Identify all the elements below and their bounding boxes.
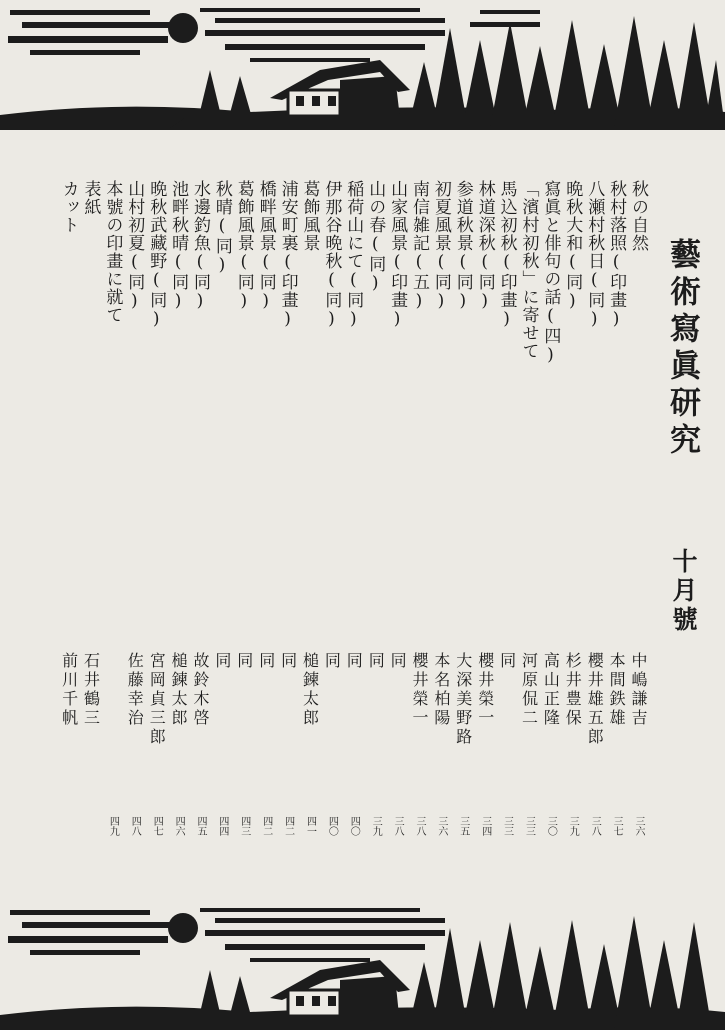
toc-entry-author: 同 (388, 652, 408, 671)
toc-entry-title: 稲荷山にて(同) (343, 180, 364, 330)
toc-entry-title: 池畔秋晴(同) (168, 180, 189, 312)
toc-entry (495, 180, 519, 860)
woodcut-banner-top (0, 0, 725, 130)
toc-entry-title: 晩秋大和(同) (562, 180, 583, 312)
toc-entry-page: 三三 (523, 816, 535, 836)
toc-entry-page: 四五 (195, 816, 206, 836)
toc-entry-author: 杉井豊保 (563, 652, 583, 728)
toc-entry-title: 秋の自然 (628, 180, 648, 252)
toc-entry-title: 「濱村初秋」に寄せて (518, 180, 539, 360)
toc-entry (166, 180, 190, 860)
toc-entry-page: 三六 (633, 816, 644, 836)
toc-entry-title: 林道深秋(同) (474, 180, 495, 312)
toc-entry-author: 中嶋謙吉 (629, 652, 648, 728)
toc-entry (473, 180, 497, 860)
toc-entry (122, 180, 146, 860)
toc-entry-author: 佐藤幸治 (125, 652, 145, 728)
toc-entry-title: 馬込初秋(印畫) (496, 180, 517, 330)
toc-entry-author: 前川千帆 (59, 652, 79, 728)
toc-entry-page: 三五 (457, 816, 469, 836)
toc-entry-title: 秋村落照(印畫) (606, 180, 627, 330)
toc-entry-page: 四二 (260, 816, 272, 836)
toc-entry-title: 浦安町裏(印畫) (277, 180, 298, 330)
toc-entry-author (100, 652, 124, 812)
toc-entry (451, 180, 475, 860)
toc-entry-page: 四三 (238, 816, 250, 836)
woodcut-sky-lines (8, 908, 445, 962)
toc-entry-page: 三三 (501, 816, 513, 836)
toc-entry-author: 同 (497, 652, 517, 671)
toc-entry (57, 180, 81, 860)
toc-entry-page: 四二 (282, 816, 294, 836)
toc-entry-author: 槌鍊太郎 (169, 652, 189, 728)
toc-entry-author: 同 (344, 652, 364, 671)
toc-entry-author: 故鈴木啓 (191, 652, 210, 728)
toc-entry-page: 四七 (151, 816, 163, 836)
toc-entry-title: 南信雑記(五) (409, 180, 429, 312)
toc-entry-page: 三九 (567, 816, 579, 836)
toc-entry-page: 四六 (173, 816, 185, 836)
toc-entry (604, 180, 628, 860)
toc-entry-title: 晩秋武藏野(同) (146, 180, 167, 330)
toc-entry-page: 三四 (479, 816, 491, 836)
woodcut-sun (168, 913, 198, 943)
toc-entry-page: 三七 (611, 816, 623, 836)
toc-entry-title: 秋晴(同) (211, 180, 232, 276)
toc-entry (79, 180, 103, 860)
toc-entry (319, 180, 343, 860)
toc-entry-page: 四九 (107, 816, 119, 836)
woodcut-banner-bottom (0, 900, 725, 1030)
toc-entry-page: 四一 (304, 816, 316, 836)
toc-entry (100, 180, 124, 860)
toc-entry (538, 180, 562, 860)
toc-entry-author: 同 (278, 652, 298, 671)
toc-entry-title: 初夏風景(同) (430, 180, 451, 312)
toc-entry-author: 石井鶴三 (81, 652, 101, 728)
toc-entry-title: 本號の印畫に就て (102, 180, 123, 324)
toc-entry-author: 同 (256, 652, 276, 671)
toc-entry-author: 河原侃二 (519, 652, 539, 728)
toc-entry-title: カット (58, 180, 79, 234)
toc-entry-title: 参道秋景(同) (452, 180, 473, 312)
toc-entry-title: 八瀬村秋日(同) (584, 180, 605, 330)
toc-entry-title: 葛飾風景 (299, 180, 320, 252)
toc-entry-page: 三八 (392, 816, 404, 836)
toc-entry-page: 四〇 (348, 816, 360, 836)
toc-entry (517, 180, 541, 860)
toc-entry-title: 表紙 (80, 180, 101, 216)
toc-entry-page: 三八 (414, 816, 425, 836)
toc-entry-title: 山家風景(印畫) (387, 180, 408, 330)
toc-entry-author: 大深美野路 (453, 652, 473, 747)
toc-entry-page: 三八 (589, 816, 601, 836)
toc-entry (276, 180, 300, 860)
woodcut-sun (168, 13, 198, 43)
toc-entry (144, 180, 168, 860)
toc-entry-author: 同 (366, 652, 386, 671)
toc-entry-page: 四八 (129, 816, 141, 836)
toc-entry-author: 櫻井榮一 (410, 652, 429, 728)
toc-entry-title: 葛飾風景(同) (233, 180, 254, 312)
issue-label: 十月號 (669, 548, 698, 635)
toc-entry-author: 櫻井雄五郎 (585, 652, 605, 747)
woodcut-house (270, 960, 410, 1025)
toc-entry (298, 180, 322, 860)
magazine-title: 藝術寫眞研究 (664, 238, 700, 460)
toc-entry (232, 180, 256, 860)
toc-entry-author: 櫻井榮一 (475, 652, 495, 728)
toc-entry-title: 山の春(同) (365, 180, 386, 294)
toc-entry-author: 高山正隆 (541, 652, 561, 728)
toc-entry-author: 本名柏陽 (431, 652, 451, 728)
toc-entry (626, 180, 650, 860)
toc-entry (560, 180, 584, 860)
toc-entry-title: 山村初夏(同) (124, 180, 145, 312)
toc-entry-author: 宮岡貞三郎 (147, 652, 167, 747)
toc-entry-title: 寫眞と俳句の話(四) (540, 180, 561, 366)
table-of-contents (40, 180, 650, 860)
toc-entry-page: 三九 (370, 816, 382, 836)
toc-entry-page: 四〇 (326, 816, 338, 836)
toc-entry-author: 同 (234, 652, 254, 671)
toc-entry (363, 180, 387, 860)
woodcut-sky-lines (8, 8, 540, 62)
toc-entry-title: 水邊釣魚(同) (190, 180, 210, 312)
toc-entry (429, 180, 453, 860)
toc-entry (188, 180, 212, 860)
toc-entry-title: 橋畔風景(同) (255, 180, 276, 312)
toc-entry-page: 三〇 (545, 816, 557, 836)
toc-entry (582, 180, 606, 860)
toc-entry-author: 本間鉄雄 (607, 652, 627, 728)
toc-entry (210, 180, 234, 860)
toc-entry-author: 同 (212, 652, 232, 671)
toc-entry-author: 同 (322, 652, 342, 671)
woodcut-house (270, 60, 410, 118)
toc-entry-page: 三六 (435, 816, 447, 836)
toc-entry-author: 槌鍊太郎 (300, 652, 320, 728)
toc-entry (254, 180, 278, 860)
toc-entry (385, 180, 409, 860)
toc-entry-title: 伊那谷晩秋(同) (321, 180, 342, 330)
toc-entry (407, 180, 431, 860)
toc-entry (341, 180, 365, 860)
toc-entry-page: 四四 (216, 816, 228, 836)
